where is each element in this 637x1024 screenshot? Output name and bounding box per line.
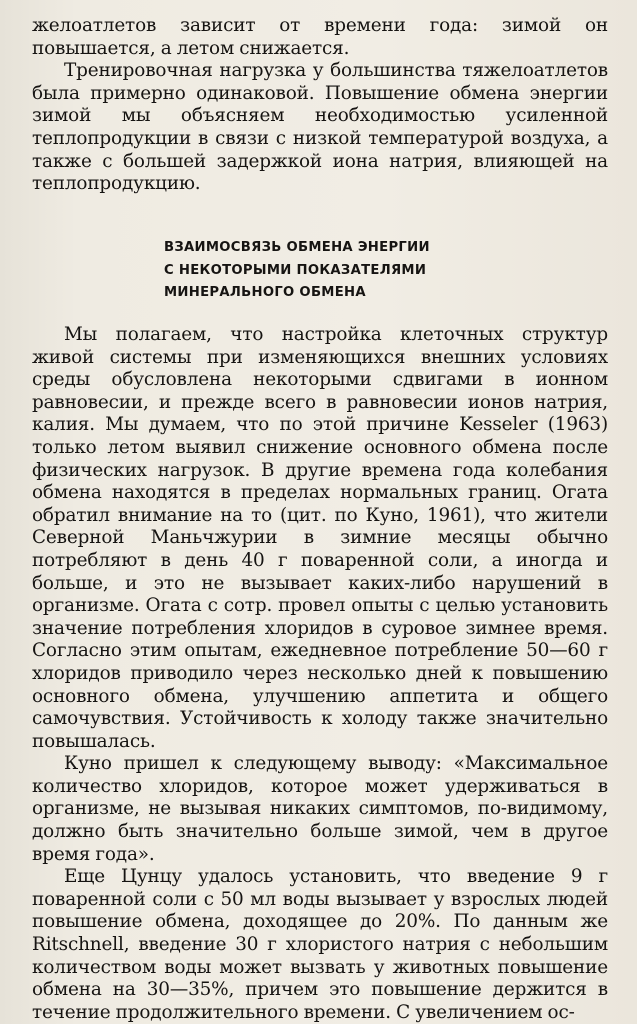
paragraph-kuno-conclusion: Куно пришел к следующему выводу: «Максимальное количество хлоридов, которое может удерживаться в организме, не вызывая никаких симптомов, по-видимому, должно быть значительно больше зимой, чем в другое время года». <box>32 753 608 865</box>
heading-line-1: ВЗАИМОСВЯЗЬ ОБМЕНА ЭНЕРГИИ <box>164 240 430 255</box>
paragraph-continuation: желоатлетов зависит от времени года: зимой он повышается, а летом снижается. <box>32 15 608 59</box>
paragraph-training-load: Тренировочная нагрузка у большинства тяжелоатлетов была примерно одинаковой. Повышение обмена энергии зимой мы объясняем необходимостью усиленной теплопродукции в связи с низкой температурой воздуха, а также с большей задержкой иона натрия, влияющей на теплопродукцию. <box>32 60 608 195</box>
heading-line-2: С НЕКОТОРЫМИ ПОКАЗАТЕЛЯМИ <box>164 262 427 278</box>
paragraph-salt-metabolism: Еще Цунцу удалось установить, что введение 9 г поваренной соли с 50 мл воды вызывает у взрослых людей повышение обмена, доходящее до 20%. По данным же Ritschnell, введение 30 г хлористого натрия с небольшим количеством воды может вызвать у животных повышение обмена на 30—35%, причем это повышение держится в течение продолжительного времени. С увеличением ос- <box>32 866 608 1023</box>
heading-line-3: МИНЕРАЛЬНОГО ОБМЕНА <box>164 285 366 300</box>
top-text-block <box>32 15 608 196</box>
main-text-block <box>32 324 608 1024</box>
paragraph-ion-balance: Мы полагаем, что настройка клеточных структур живой системы при изменяющихся внешних условиях среды обусловлена некоторыми сдвигами в ионном равновесии, и прежде всего в равновесии ионов натрия, калия. Мы думаем, что по этой причине Kesseler (1963) только летом выявил снижение основного обмена после физических нагрузок. В другие времена года колебания обмена находятся в пределах нормальных границ. Огата обратил внимание на то (цит. по Куно, 1961), что жители Северной Маньчжурии в зимние месяцы обычно потребляют в день 40 г поваренной соли, а иногда и больше, и это не вызывает каких-либо нарушений в организме. Огата с сотр. провел опыты с целью установить значение потребления хлоридов в суровое зимнее время. Согласно этим опытам, ежедневное потребление 50—60 г хлоридов приводило через несколько дней к повышению основного обмена, улучшению аппетита и общего самочувствия. Устойчивость к холоду также значительно повышалась. <box>32 324 608 752</box>
section-heading <box>164 237 464 305</box>
